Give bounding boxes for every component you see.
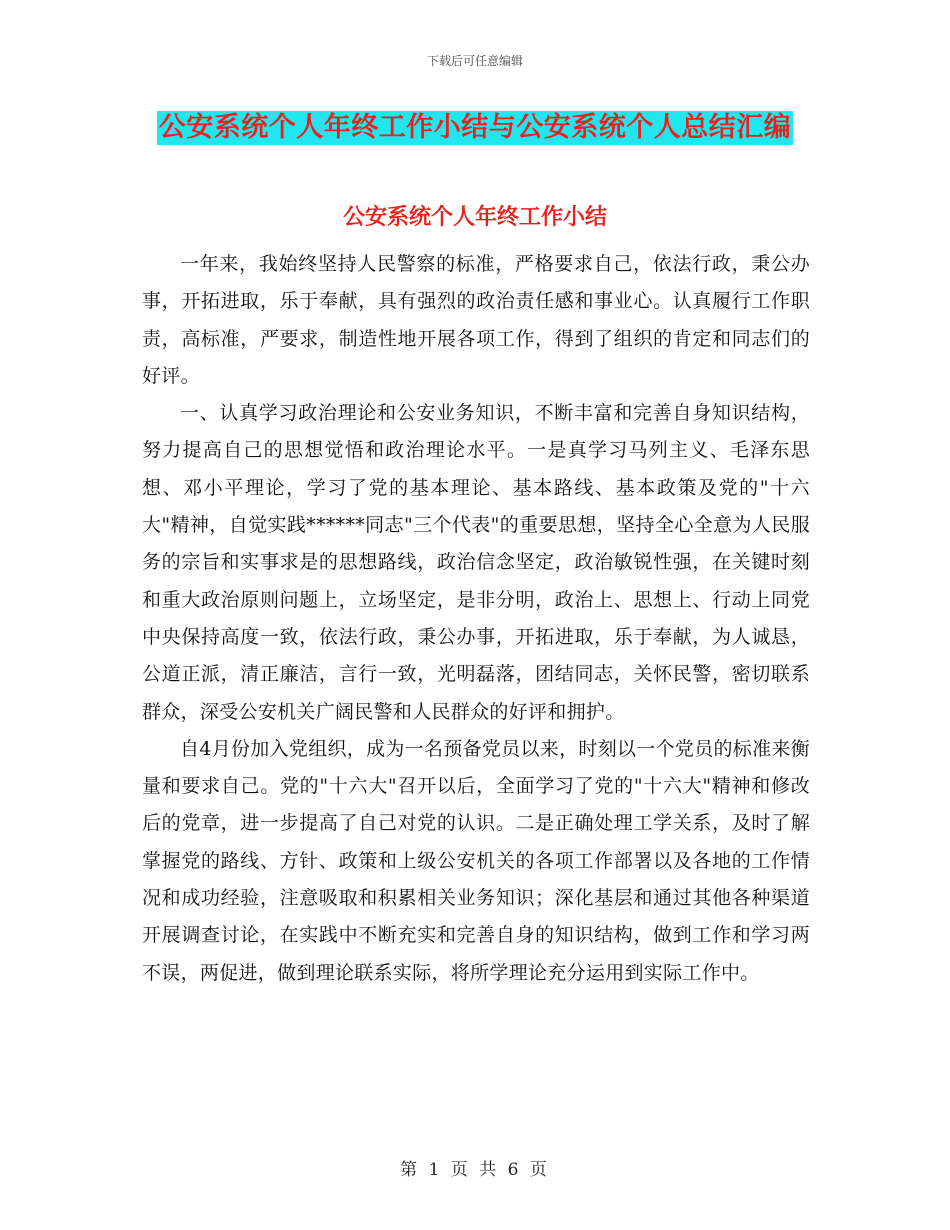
header-note: 下载后可任意编辑 — [426, 54, 523, 68]
main-title: 公安系统个人年终工作小结与公安系统个人总结汇编 — [158, 112, 792, 143]
paragraph: 自4月份加入党组织，成为一名预备党员以来，时刻以一个党员的标准来衡量和要求自己。党的"十六大"召开以后，全面学习了党的"十六大"精神和修改后的党章，进一步提高了自己对党的认识。二是正确处理工学关系，及时了解掌握党的路线、方针、政策和上级公安机关的各项工作部署以及各地的工作情况和成功经验，注意吸取和积累相关业务知识；深化基层和通过其他各种渠道开展调查讨论，在实践中不断充实和完善自身的知识结构，做到工作和学习两不误，两促进，做到理论联系实际，将所学理论充分运用到实际工作中。 — [142, 737, 810, 984]
section-title: 公安系统个人年终工作小结 — [342, 205, 607, 230]
body-text — [142, 246, 810, 992]
page-number-footer: 第 1 页 共 6 页 — [400, 1160, 550, 1180]
main-title-container — [0, 111, 950, 145]
paragraph: 一、认真学习政治理论和公安业务知识，不断丰富和完善自身知识结构，努力提高自己的思想觉悟和政治理论水平。一是真学习马列主义、毛泽东思想、邓小平理论，学习了党的基本理论、基本路线、基本政策及党的"十六大"精神，自觉实践******同志"三个代表"的重要思想，坚持全心全意为人民服务的宗旨和实事求是的思想路线，政治信念坚定，政治敏锐性强，在关键时刻和重大政治原则问题上，立场坚定，是非分明，政治上、思想上、行动上同党中央保持高度一致，依法行政，秉公办事，开拓进取，乐于奉献，为人诚恳，公道正派，清正廉洁，言行一致，光明磊落，团结同志，关怀民警，密切联系群众，深受公安机关广阔民警和人民群众的好评和拥护。 — [142, 402, 810, 723]
paragraph: 一年来，我始终坚持人民警察的标准，严格要求自己，依法行政，秉公办事，开拓进取，乐于奉献，具有强烈的政治责任感和事业心。认真履行工作职责，高标准，严要求，制造性地开展各项工作，得到了组织的肯定和同志们的好评。 — [142, 253, 810, 387]
